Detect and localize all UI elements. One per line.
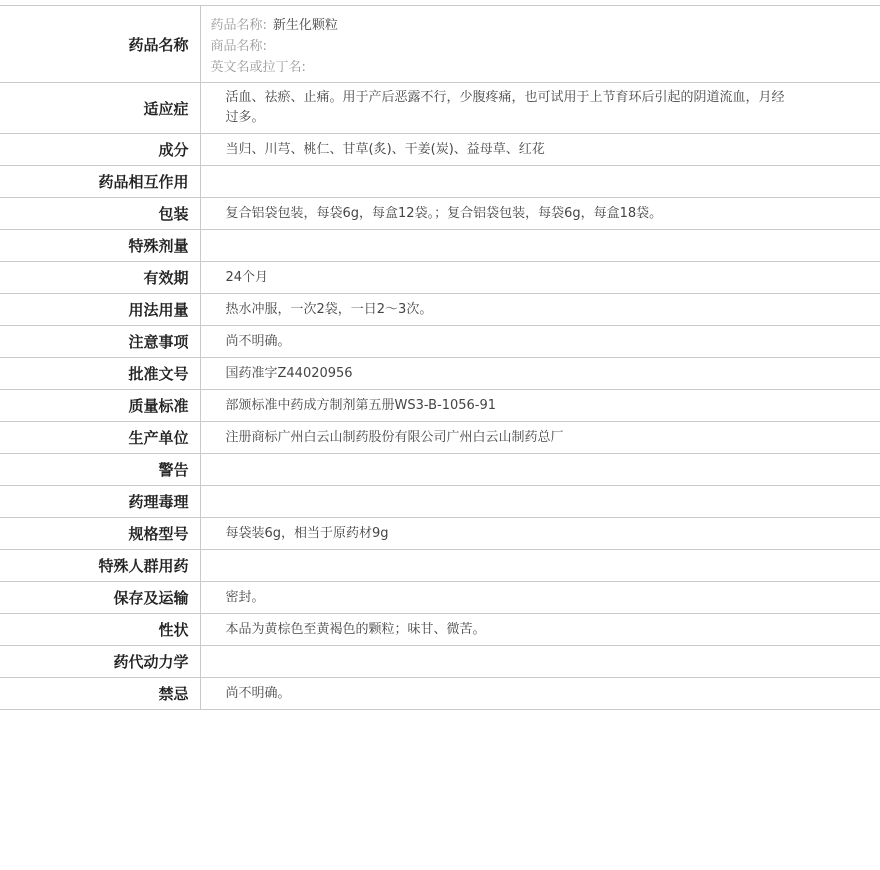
generic-name-label: 药品名称: <box>210 18 267 33</box>
row-appearance <box>0 614 880 646</box>
row-manufacturer <box>0 422 880 454</box>
row-pharmacokinetics <box>0 646 880 678</box>
row-label: 药理毒理 <box>0 486 200 518</box>
row-value: 尚不明确。 <box>200 678 880 710</box>
row-value: 注册商标广州白云山制药股份有限公司广州白云山制药总厂 <box>200 422 880 454</box>
row-value: 当归、川芎、桃仁、甘草(炙)、干姜(炭)、益母草、红花 <box>200 134 880 166</box>
generic-name-value: 新生化颗粒 <box>272 18 338 33</box>
trade-name-label: 商品名称: <box>210 39 267 54</box>
row-value: 国药准字Z44020956 <box>200 358 880 390</box>
row-contraindications <box>0 678 880 710</box>
row-value: 24个月 <box>200 262 880 294</box>
row-label: 生产单位 <box>0 422 200 454</box>
row-value <box>200 454 880 486</box>
row-label: 保存及运输 <box>0 582 200 614</box>
row-value: 复合铝袋包装，每袋6g，每盒12袋。；复合铝袋包装，每袋6g，每盒18袋。 <box>200 198 880 230</box>
row-ingredients <box>0 134 880 166</box>
drug-info-table <box>0 5 880 710</box>
row-label: 禁忌 <box>0 678 200 710</box>
row-special-dosage <box>0 230 880 262</box>
drug-info-sheet <box>0 5 880 710</box>
row-value: 部颁标准中药成方制剂第五册WS3-B-1056-91 <box>200 390 880 422</box>
generic-name-line <box>211 15 791 36</box>
row-indications <box>0 83 880 134</box>
row-value: 本品为黄棕色至黄褐色的颗粒；味甘、微苦。 <box>200 614 880 646</box>
row-precautions <box>0 326 880 358</box>
row-pharmacology <box>0 486 880 518</box>
row-interactions <box>0 166 880 198</box>
row-label: 特殊人群用药 <box>0 550 200 582</box>
row-label: 有效期 <box>0 262 200 294</box>
row-value <box>200 550 880 582</box>
row-label: 批准文号 <box>0 358 200 390</box>
row-storage <box>0 582 880 614</box>
row-value <box>200 230 880 262</box>
row-label: 规格型号 <box>0 518 200 550</box>
trade-name-line <box>211 36 791 57</box>
row-value: 尚不明确。 <box>200 326 880 358</box>
row-value <box>200 166 880 198</box>
row-label: 药品名称 <box>0 6 200 83</box>
row-specification <box>0 518 880 550</box>
row-quality-standard <box>0 390 880 422</box>
english-name-line <box>211 57 791 78</box>
row-label: 药代动力学 <box>0 646 200 678</box>
row-special-populations <box>0 550 880 582</box>
row-label: 用法用量 <box>0 294 200 326</box>
row-packaging <box>0 198 880 230</box>
row-approval-number <box>0 358 880 390</box>
row-label: 适应症 <box>0 83 200 134</box>
row-usage <box>0 294 880 326</box>
row-label: 质量标准 <box>0 390 200 422</box>
row-drug-name <box>0 6 880 83</box>
row-value: 密封。 <box>200 582 880 614</box>
row-value: 热水冲服，一次2袋，一日2～3次。 <box>200 294 880 326</box>
row-label: 成分 <box>0 134 200 166</box>
row-label: 注意事项 <box>0 326 200 358</box>
row-value <box>200 646 880 678</box>
drug-name-cell <box>200 6 880 83</box>
row-label: 药品相互作用 <box>0 166 200 198</box>
row-warning <box>0 454 880 486</box>
row-label: 性状 <box>0 614 200 646</box>
english-name-label: 英文名或拉丁名: <box>210 60 306 75</box>
row-value: 活血、祛瘀、止痛。用于产后恶露不行，少腹疼痛，也可试用于上节育环后引起的阴道流血，月经过多。 <box>200 83 880 134</box>
row-label: 警告 <box>0 454 200 486</box>
row-label: 特殊剂量 <box>0 230 200 262</box>
row-value <box>200 486 880 518</box>
row-label: 包装 <box>0 198 200 230</box>
row-shelf-life <box>0 262 880 294</box>
row-value: 每袋装6g，相当于原药材9g <box>200 518 880 550</box>
